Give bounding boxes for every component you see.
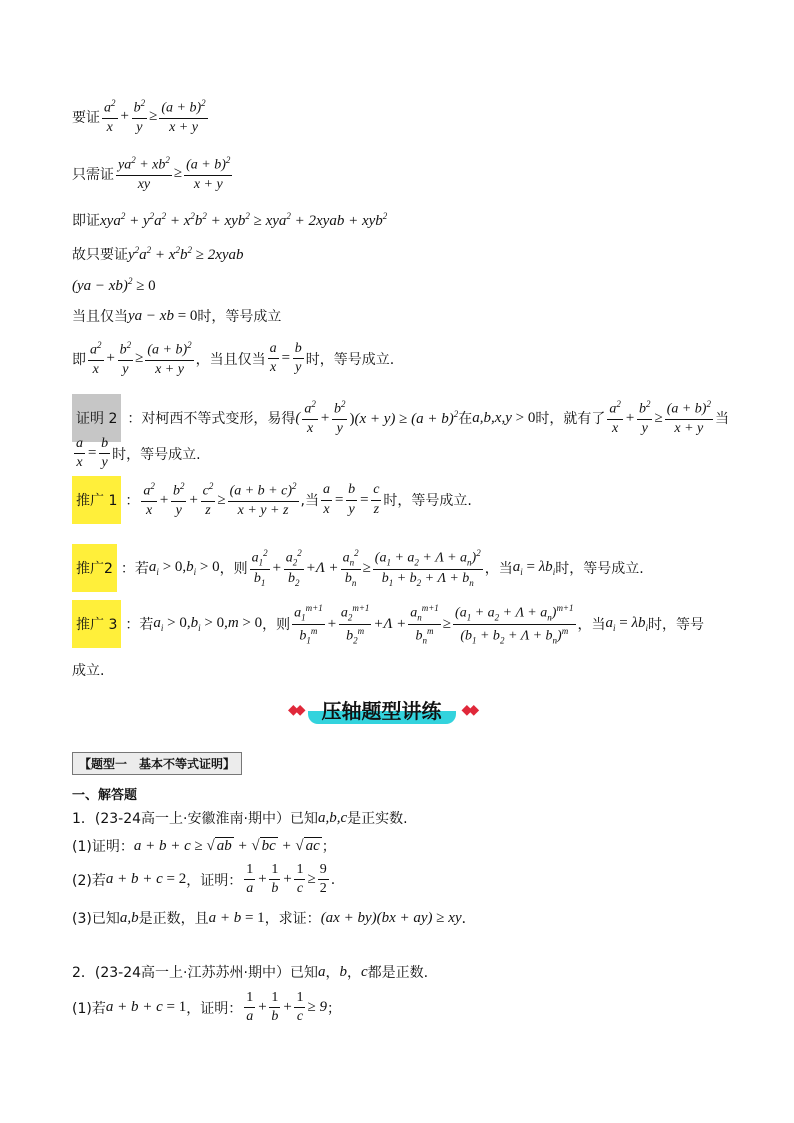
proof1-line4: 故只要证 $y^2a^2 + x^2b^2$ ≥ 2xyab	[72, 244, 244, 263]
diamond-left-icon: ◆◆	[288, 701, 302, 718]
proof1-line2: 只需证 $\frac{ya^2 + xb^2}{xy}$ ≥ $\frac{(a + b)^2}{x + y}$	[72, 155, 231, 192]
proof2-text2: 在	[458, 411, 473, 427]
q1-p3a: (3)已知	[72, 911, 120, 927]
proof1-l6-text: 当且仅当	[72, 309, 128, 325]
formula-fraction: $\frac{b^2}{y}$	[133, 98, 146, 135]
q2-stem-tail: 都是正数.	[367, 965, 429, 981]
proof1-l2-prefix: 只需证	[72, 166, 114, 183]
q1-part1: (1)证明： a + b + c ≥ √ ab + √ bc + √ ac ；	[72, 837, 336, 855]
proof2-text4: 当	[714, 411, 729, 427]
proof2-text5: 时，等号成立.	[112, 446, 201, 463]
proof2-text3: 时，就有了	[535, 411, 606, 427]
formula-fraction: $\frac{(a + b)^2}{x + y}$	[186, 155, 231, 192]
ext3-text2: ，则	[262, 617, 291, 633]
diamond-right-icon: ◆◆	[461, 701, 476, 718]
q1-stem-tail: 是正实数.	[347, 811, 408, 827]
q1-stem: 1．(23-24高一上·安徽淮南·期中）已知 a,b,c 是正实数.	[72, 809, 408, 827]
ext2-text4: 时，等号成立.	[555, 561, 644, 577]
ext2-text2: ，则	[219, 561, 248, 577]
q1-p2b: ，证明：	[186, 872, 243, 889]
proof1-line7: 即 $\frac{a^2}{x}$ + $\frac{b^2}{y}$ ≥ $\frac{(a + b)^2}{x + y}$ ，当且仅当 $\frac{a}{x}$ = $\frac{b}{y}$ 时，等号成立.	[72, 340, 395, 377]
proof1-l1-prefix: 要证	[72, 109, 100, 126]
section-banner	[282, 695, 481, 724]
section-header: 【题型一 基本不等式证明】	[72, 752, 242, 775]
q2-stem: 2．(23-24高一上·江苏苏州·期中）已知 a ， b ， c 都是正数.	[72, 963, 429, 981]
proof1-l3-prefix: 即证	[72, 213, 100, 229]
ext1-colon: ：	[125, 493, 140, 509]
q2-p1a: (1)若	[72, 1000, 106, 1017]
q1-stem-text: 1．(23-24高一上·安徽淮南·期中）已知	[72, 811, 318, 827]
subsection-title: 一、解答题	[72, 788, 138, 803]
ext3-wrap-line	[72, 660, 104, 680]
ext2-tag: 推广2	[72, 544, 117, 592]
q1-p3b: 是正数，且	[138, 911, 209, 927]
proof1-l6-suffix: 时，等号成立	[197, 309, 282, 325]
q2-part1: (1)若 a + b + c = 1 ，证明： $\frac{1}{a}$ + $\frac{1}{b}$ + $\frac{1}{c}$ ≥ 9 ；	[72, 990, 341, 1025]
banner-title: 压轴题型讲练	[308, 695, 456, 724]
proof1-line1: 要证 $\frac{a^2}{x}$ + $\frac{b^2}{y}$ ≥ $\frac{(a + b)^2}{x + y}$	[72, 98, 206, 135]
ext3-tag: 推广 3	[72, 600, 121, 648]
proof2-text1: ：对柯西不等式变形，易得	[127, 411, 296, 427]
ext1-mid: ,当	[300, 493, 319, 509]
ext2-line: 推广2 ：若 $a_i > 0,b_i > 0$ ，则 $\frac{a_1^2}{b_1}$ + $\frac{a_2^2}{b_2}$ +Λ + $\frac{a_n^2}{b_n}$ ≥ $\frac{(a_1 + a_2 + \Lambda + a_n)^2}{b_1 + b_2 + \Lambda + b_n}$ ，当 $a_i = \lambda b_i$ 时，等号成立.	[72, 544, 644, 592]
q1-p1: (1)证明：	[72, 839, 134, 855]
proof1-line6: 当且仅当 ya − xb = 0 时，等号成立	[72, 307, 282, 325]
proof1-l7-prefix: 即	[72, 351, 86, 368]
proof1-l7-suffix: 时，等号成立.	[305, 351, 395, 368]
proof1-l7-mid: ，当且仅当	[195, 351, 266, 368]
q2-stem-text: 2．(23-24高一上·江苏苏州·期中）已知	[72, 965, 318, 981]
formula-fraction: $\frac{(a + b)^2}{x + y}$	[161, 98, 206, 135]
proof2-tag: 证明 2	[72, 394, 121, 442]
formula-fraction: $\frac{a^2}{x}$	[104, 98, 116, 135]
ext1-suffix: 时，等号成立.	[383, 493, 472, 509]
ext3-line: 推广 3 ：若 $a_i > 0,b_i > 0,m > 0$ ，则 $\frac{a_1^{m+1}}{b_1^m}$ + $\frac{a_2^{m+1}}{b_2^m}$ +Λ + $\frac{a_n^{m+1}}{b_n^m}$ ≥ $\frac{(a_1 + a_2 + \Lambda + a_n)^{m+1}}{(b_1 + b_2 + \Lambda + b_n)^m}$ ，当 $a_i = \lambda b_i$ 时，等号	[72, 600, 704, 648]
ext3-text4: 时，等号	[648, 617, 705, 633]
proof1-l4-prefix: 故只要证	[72, 247, 128, 263]
q1-p3c: ，求证：	[264, 911, 321, 927]
q1-p2a: (2)若	[72, 872, 106, 889]
ext1-tag: 推广 1	[72, 476, 121, 524]
ext2-text3: ，当	[484, 561, 513, 577]
ext3-wrap: 成立.	[72, 663, 105, 679]
ext2-text1: ：若	[120, 561, 149, 577]
formula-fraction: $\frac{ya^2 + xb^2}{xy}$	[118, 155, 170, 192]
proof2-line1: 证明 2 ：对柯西不等式变形，易得 ( $\frac{a^2}{x}$ + $\frac{b^2}{y}$ )$(x + y) \ge (a + b)^2$ 在 a,b,x,y > 0 时，就有了 $\frac{a^2}{x}$ + $\frac{b^2}{y}$ ≥ $\frac{(a + b)^2}{x + y}$ 当	[72, 394, 729, 442]
ext3-text3: ，当	[577, 617, 606, 633]
ext1-line: 推广 1 ： $\frac{a^2}{x}$ + $\frac{b^2}{y}$ + $\frac{c^2}{z}$ ≥ $\frac{(a + b + c)^2}{x + y + z}$ ,当 $\frac{a}{x}$ = $\frac{b}{y}$ = $\frac{c}{z}$ 时，等号成立.	[72, 476, 472, 524]
proof1-line5: (ya − xb)$^2$ ≥ 0	[72, 276, 156, 294]
q2-p1b: ，证明：	[186, 1000, 243, 1017]
q1-part3: (3)已知 a,b 是正数，且 a + b = 1 ，求证： (ax + by)(bx + ay) ≥ xy ．	[72, 909, 476, 927]
proof1-line3: 即证 $xya^2 + y^2a^2 + x^2b^2 + xyb^2 \ge xya^2$ + 2xyab + xyb$^2$	[72, 210, 388, 229]
proof2-line2: $\frac{a}{x}$ = $\frac{b}{y}$ 时，等号成立.	[76, 436, 201, 471]
q1-part2: (2)若 a + b + c = 2 ，证明： $\frac{1}{a}$ + $\frac{1}{b}$ + $\frac{1}{c}$ ≥ $\frac{9}{2}$ .	[72, 862, 336, 897]
ext3-text1: ：若	[125, 617, 154, 633]
